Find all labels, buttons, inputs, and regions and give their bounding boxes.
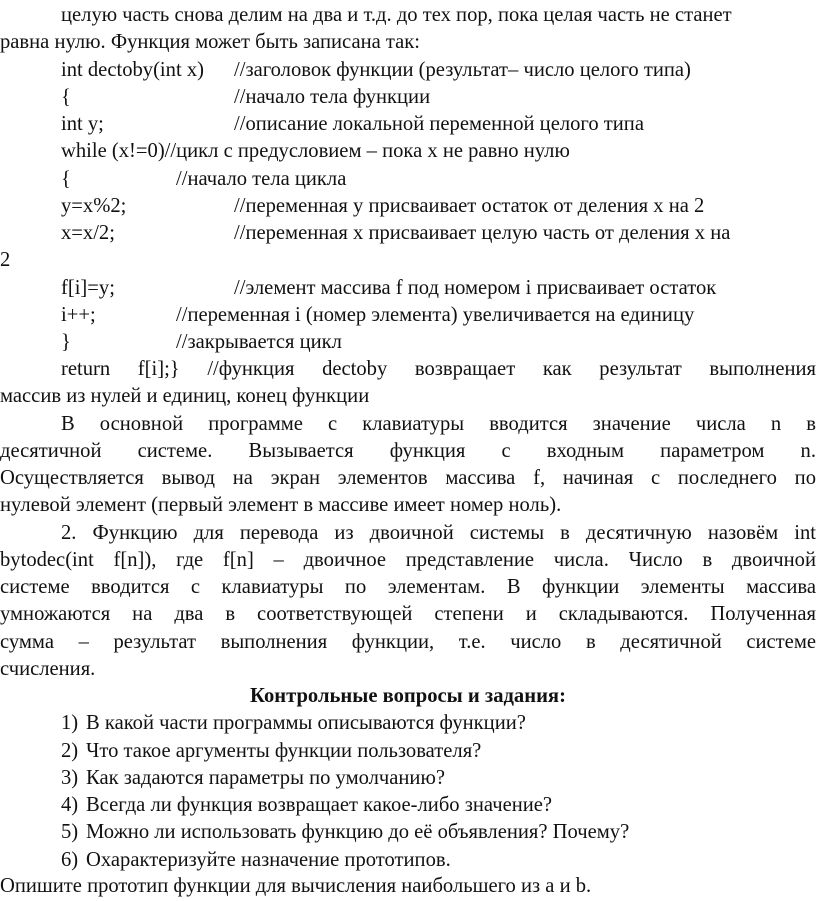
- paragraph-line: системе вводится с клавиатуры по элементам. В функции элементы массива: [0, 576, 816, 598]
- code-statement: {: [61, 168, 71, 190]
- code-comment: //элемент массива f под номером i присваивает остаток: [234, 277, 717, 299]
- code-statement: int dectoby(int x): [61, 59, 204, 81]
- question-text: Всегда ли функция возвращает какое-либо значение?: [86, 794, 553, 816]
- code-statement: {: [61, 86, 71, 108]
- question-number: 6): [61, 849, 79, 871]
- question-item: [0, 710, 816, 737]
- code-statement: f[i]=y;: [61, 277, 115, 299]
- question-item: [0, 792, 816, 819]
- code-comment: //начало тела функции: [234, 86, 431, 108]
- question-item: [0, 765, 816, 792]
- code-statement: int y;: [61, 113, 104, 135]
- paragraph-line: умножаются на два в соответствующей степени и складываются. Полученная: [0, 603, 816, 625]
- code-wrap-line: 2: [0, 249, 11, 271]
- question-text: Что такое аргументы функции пользователя?: [86, 740, 482, 762]
- code-line: [0, 193, 816, 220]
- question-number: 4): [61, 794, 79, 816]
- code-statement: return f[i];}: [61, 358, 180, 380]
- code-return-line: [61, 356, 816, 383]
- question-text: Как задаются параметры по умолчанию?: [86, 767, 445, 789]
- code-line: [0, 166, 816, 193]
- question-text: В какой части программы описываются функции?: [86, 712, 526, 734]
- question-text: Можно ли использовать функцию до её объявления? Почему?: [86, 821, 630, 843]
- question-item: [0, 738, 816, 765]
- paragraph-line: 2. Функцию для перевода из двоичной системы в десятичную назовём int: [61, 522, 816, 544]
- code-comment: //функция dectoby возвращает как результат выполнения: [207, 358, 816, 380]
- intro-line-1: целую часть снова делим на два и т.д. до тех пор, пока целая часть не станет: [61, 4, 732, 26]
- code-comment: //переменная y присваивает остаток от деления x на 2: [234, 195, 705, 217]
- paragraph-line: Осуществляется вывод на экран элементов массива f, начиная с последнего по: [0, 467, 816, 489]
- paragraph-line: счисления.: [0, 658, 96, 680]
- paragraph-line: нулевой элемент (первый элемент в массиве имеет номер ноль).: [0, 494, 562, 516]
- section-heading: Контрольные вопросы и задания:: [250, 685, 566, 707]
- question-number: 1): [61, 712, 79, 734]
- code-wrap-line: массив из нулей и единиц, конец функции: [0, 385, 370, 407]
- code-statement: }: [61, 331, 71, 353]
- code-line: [0, 57, 816, 84]
- question-item: [0, 847, 816, 874]
- intro-line-2: равна нулю. Функция может быть записана так:: [0, 31, 421, 53]
- code-comment: //закрывается цикл: [176, 331, 342, 353]
- code-comment: //переменная x присваивает целую часть от деления x на: [234, 222, 731, 244]
- paragraph-line: bytodec(int f[n]), где f[n] – двоичное представление числа. Число в двоичной: [0, 549, 816, 571]
- code-statement: while (x!=0)//цикл с предусловием – пока x не равно нулю: [61, 140, 570, 162]
- paragraph-line: десятичной системе. Вызывается функция с входным параметром n.: [0, 440, 816, 462]
- question-item: [0, 819, 816, 846]
- code-line: [0, 138, 816, 165]
- code-line: [0, 329, 816, 356]
- code-line: [0, 111, 816, 138]
- question-text: Охарактеризуйте назначение прототипов.: [86, 849, 451, 871]
- final-task-line: Опишите прототип функции для вычисления наибольшего из a и b.: [0, 875, 592, 897]
- code-statement: y=x%2;: [61, 195, 127, 217]
- code-line: [0, 84, 816, 111]
- code-statement: x=x/2;: [61, 222, 115, 244]
- question-number: 5): [61, 821, 79, 843]
- code-line: [0, 302, 816, 329]
- code-statement: i++;: [61, 304, 96, 326]
- code-line: [0, 220, 816, 247]
- code-comment: //заголовок функции (результат– число целого типа): [234, 59, 691, 81]
- code-comment: //переменная i (номер элемента) увеличивается на единицу: [176, 304, 695, 326]
- paragraph-line: В основной программе с клавиатуры вводится значение числа n в: [61, 413, 816, 435]
- code-comment: //начало тела цикла: [176, 168, 347, 190]
- code-comment: //описание локальной переменной целого типа: [234, 113, 644, 135]
- question-number: 2): [61, 740, 79, 762]
- paragraph-line: сумма – результат выполнения функции, т.е. число в десятичной системе: [0, 631, 816, 653]
- question-number: 3): [61, 767, 79, 789]
- code-line: [0, 275, 816, 302]
